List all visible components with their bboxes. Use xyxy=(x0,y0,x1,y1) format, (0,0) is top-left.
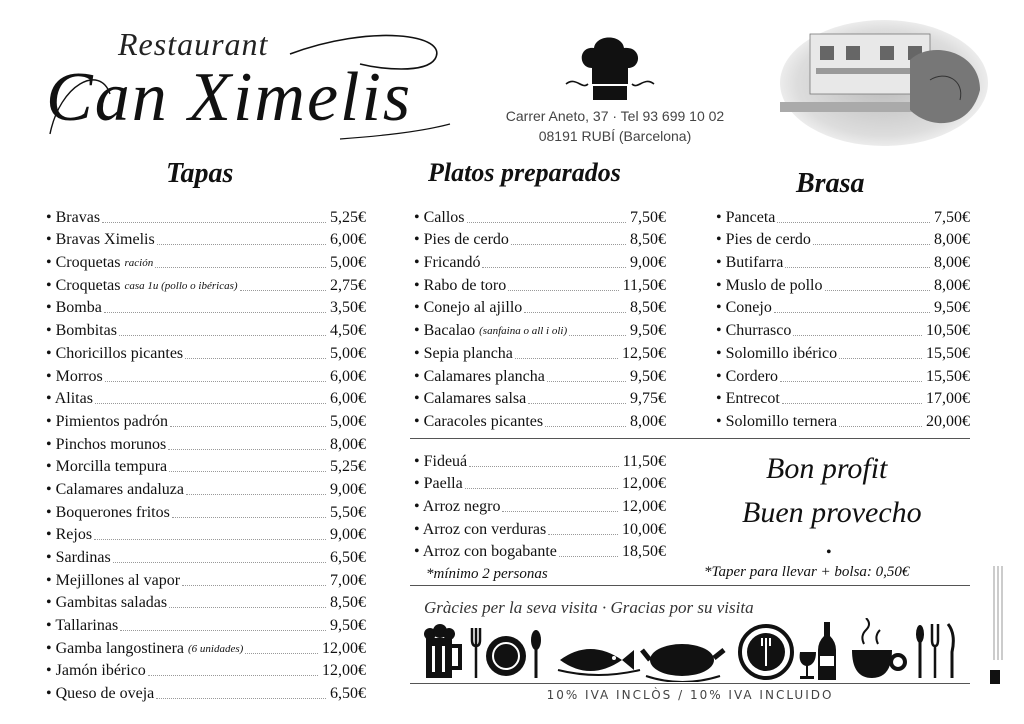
tapas-item xyxy=(46,680,366,703)
item-price: 15,50€ xyxy=(926,367,970,385)
leader-dots xyxy=(547,381,626,382)
item-price: 4,50€ xyxy=(330,322,366,340)
leader-dots xyxy=(157,244,326,245)
tapas-item xyxy=(46,612,366,635)
item-name: • Pies de cerdo xyxy=(716,231,811,249)
section-title-tapas: Tapas xyxy=(166,158,234,189)
item-price: 7,00€ xyxy=(330,571,366,589)
item-price: 18,50€ xyxy=(622,543,666,561)
platos-item xyxy=(414,249,666,272)
leader-dots xyxy=(465,488,618,489)
arroces-item xyxy=(414,493,666,516)
item-price: 9,50€ xyxy=(630,322,666,340)
tapas-item xyxy=(46,522,366,545)
coffee-cup-icon xyxy=(852,618,905,678)
tapas-item xyxy=(46,567,366,590)
item-name: • Boquerones fritos xyxy=(46,504,170,522)
leader-dots xyxy=(186,494,326,495)
leader-dots xyxy=(780,381,922,382)
leader-dots xyxy=(105,381,326,382)
item-price: 8,00€ xyxy=(330,435,366,453)
item-name: • Rejos xyxy=(46,526,92,544)
leader-dots xyxy=(182,585,326,586)
item-price: 2,75€ xyxy=(330,276,366,294)
item-name: • Calamares plancha xyxy=(414,368,545,386)
item-name: • Arroz con bogabante xyxy=(414,543,557,561)
tapas-item xyxy=(46,476,366,499)
platos-item xyxy=(414,227,666,250)
item-name: • Panceta xyxy=(716,209,775,227)
tapas-item xyxy=(46,408,366,431)
brasa-item xyxy=(716,227,970,250)
item-name: • Sardinas xyxy=(46,549,111,567)
item-name: • Pies de cerdo xyxy=(414,231,509,249)
leader-dots xyxy=(185,358,326,359)
item-price: 5,50€ xyxy=(330,503,366,521)
brasa-item xyxy=(716,317,970,340)
item-name: • Conejo xyxy=(716,299,772,317)
leader-dots xyxy=(502,511,618,512)
leader-dots xyxy=(524,312,626,313)
divider xyxy=(410,585,970,586)
platos-item xyxy=(414,204,666,227)
leader-dots xyxy=(94,539,326,540)
platos-item xyxy=(414,408,666,431)
item-name: • Calamares salsa xyxy=(414,390,526,408)
tapas-item xyxy=(46,658,366,681)
item-name: • Sepia plancha xyxy=(414,345,513,363)
leader-dots xyxy=(839,426,922,427)
leader-dots xyxy=(104,312,326,313)
platos-item xyxy=(414,386,666,409)
item-note: ración xyxy=(124,257,154,270)
platos-item xyxy=(414,272,666,295)
plate-fork-icon xyxy=(740,626,792,678)
item-price: 15,50€ xyxy=(926,344,970,362)
item-name: • Entrecot xyxy=(716,390,780,408)
item-name: • Gamba langostinera xyxy=(46,640,184,658)
brasa-item xyxy=(716,386,970,409)
item-price: 9,00€ xyxy=(330,526,366,544)
leader-dots xyxy=(467,222,627,223)
taper-note: *Taper para llevar + bolsa: 0,50€ xyxy=(704,564,910,580)
item-name: • Conejo al ajillo xyxy=(414,299,522,317)
item-price: 5,00€ xyxy=(330,412,366,430)
leader-dots xyxy=(545,426,626,427)
item-price: 9,75€ xyxy=(630,390,666,408)
item-name: • Alitas xyxy=(46,390,93,408)
item-price: 17,00€ xyxy=(926,390,970,408)
leader-dots xyxy=(782,403,922,404)
item-name: • Croquetas xyxy=(46,254,120,272)
platos-item xyxy=(414,317,666,340)
leader-dots xyxy=(172,517,326,518)
brasa-item xyxy=(716,204,970,227)
beer-mug-icon xyxy=(424,624,460,678)
leader-dots xyxy=(102,222,326,223)
divider xyxy=(410,438,970,439)
arroces-item xyxy=(414,471,666,494)
item-name: • Mejillones al vapor xyxy=(46,572,180,590)
item-price: 5,00€ xyxy=(330,254,366,272)
tapas-item xyxy=(46,454,366,477)
leader-dots xyxy=(569,335,626,336)
item-name: • Fricandó xyxy=(414,254,480,272)
item-price: 8,00€ xyxy=(934,254,970,272)
tapas-item xyxy=(46,386,366,409)
restaurant-photo xyxy=(780,20,988,146)
item-price: 6,50€ xyxy=(330,549,366,566)
item-price: 7,50€ xyxy=(630,208,666,226)
item-price: 5,00€ xyxy=(330,344,366,362)
leader-dots xyxy=(169,607,326,608)
tapas-item xyxy=(46,249,366,272)
leader-dots xyxy=(559,556,618,557)
brasa-item xyxy=(716,272,970,295)
item-price: 20,00€ xyxy=(926,412,970,430)
roast-chicken-icon xyxy=(642,644,724,682)
platos-item xyxy=(414,340,666,363)
platos-item xyxy=(414,363,666,386)
item-name: • Pimientos padrón xyxy=(46,413,168,431)
tapas-item xyxy=(46,340,366,363)
item-name: • Butifarra xyxy=(716,254,783,272)
leader-dots xyxy=(113,562,326,563)
leader-dots xyxy=(120,630,326,631)
item-price: 9,50€ xyxy=(330,617,366,635)
fish-icon xyxy=(558,649,640,675)
chef-hat-logo-icon xyxy=(560,28,660,108)
item-name: • Cordero xyxy=(716,368,778,386)
vertical-credit-decoration xyxy=(986,560,1010,700)
item-name: • Arroz negro xyxy=(414,498,500,516)
platos-list xyxy=(414,204,666,431)
item-name: • Solomillo ibérico xyxy=(716,345,837,363)
item-name: • Solomillo ternera xyxy=(716,413,837,431)
minimo-note: *mínimo 2 personas xyxy=(426,566,548,582)
item-price: 8,50€ xyxy=(330,594,366,612)
brasa-list xyxy=(716,204,970,431)
platos-item xyxy=(414,295,666,318)
leader-dots xyxy=(95,403,326,404)
leader-dots xyxy=(813,244,930,245)
brasa-item xyxy=(716,408,970,431)
leader-dots xyxy=(168,449,326,450)
bon-profit-text: Bon profit xyxy=(766,452,888,485)
item-price: 5,25€ xyxy=(330,458,366,476)
item-name: • Bravas Ximelis xyxy=(46,231,155,249)
tapas-item xyxy=(46,317,366,340)
tapas-item xyxy=(46,204,366,227)
bullet-dot: • xyxy=(826,544,832,561)
item-price: 12,00€ xyxy=(322,639,366,657)
brasa-item xyxy=(716,249,970,272)
item-name: • Jamón ibérico xyxy=(46,662,146,680)
item-note: (sanfaina o all i oli) xyxy=(479,325,568,338)
item-name: • Paella xyxy=(414,475,463,493)
leader-dots xyxy=(528,403,626,404)
leader-dots xyxy=(508,290,618,291)
item-price: 9,00€ xyxy=(630,254,666,272)
leader-dots xyxy=(515,358,618,359)
item-price: 8,00€ xyxy=(630,412,666,430)
leader-dots xyxy=(482,267,626,268)
item-price: 3,50€ xyxy=(330,299,366,317)
leader-dots xyxy=(169,471,326,472)
food-icons-row xyxy=(420,618,960,682)
tapas-item xyxy=(46,635,366,658)
brasa-item xyxy=(716,340,970,363)
leader-dots xyxy=(240,290,326,291)
arroces-item xyxy=(414,448,666,471)
item-price: 9,50€ xyxy=(630,367,666,385)
item-price: 9,00€ xyxy=(330,480,366,498)
arroces-list xyxy=(414,448,666,561)
section-title-platos: Platos preparados xyxy=(428,158,621,187)
item-name: • Calamares andaluza xyxy=(46,481,184,499)
item-name: • Fideuá xyxy=(414,453,467,471)
item-name: • Callos xyxy=(414,209,465,227)
wine-bottle-glass-icon xyxy=(800,622,836,680)
tapas-item xyxy=(46,544,366,567)
item-price: 7,50€ xyxy=(934,208,970,226)
leader-dots xyxy=(148,675,318,676)
iva-note: 10% IVA INCLÒS / 10% IVA INCLUIDO xyxy=(546,688,834,702)
item-name: • Croquetas xyxy=(46,277,120,295)
item-price: 8,50€ xyxy=(630,231,666,249)
leader-dots xyxy=(785,267,930,268)
item-name: • Bombitas xyxy=(46,322,117,340)
leader-dots xyxy=(774,312,930,313)
tapas-item xyxy=(46,295,366,318)
item-name: • Queso de oveja xyxy=(46,685,154,703)
address-line-city: 08191 RUBÍ (Barcelona) xyxy=(538,128,692,144)
leader-dots xyxy=(156,698,326,699)
item-name: • Rabo de toro xyxy=(414,277,506,295)
item-name: • Pinchos morunos xyxy=(46,436,166,454)
cutlery-icon xyxy=(916,624,953,678)
item-price: 6,00€ xyxy=(330,367,366,385)
tapas-item xyxy=(46,590,366,613)
leader-dots xyxy=(777,222,930,223)
item-price: 6,00€ xyxy=(330,390,366,408)
item-price: 5,25€ xyxy=(330,208,366,226)
item-name: • Tallarinas xyxy=(46,617,118,635)
leader-dots xyxy=(511,244,626,245)
item-name: • Caracoles picantes xyxy=(414,413,543,431)
tapas-item xyxy=(46,227,366,250)
leader-dots xyxy=(793,335,922,336)
item-name: • Bravas xyxy=(46,209,100,227)
brand-subtitle: Restaurant xyxy=(118,26,269,62)
item-name: • Morcilla tempura xyxy=(46,458,167,476)
item-price: 6,00€ xyxy=(330,231,366,249)
arroces-item xyxy=(414,539,666,562)
brand-title: Can Ximelis xyxy=(46,59,413,136)
leader-dots xyxy=(839,358,922,359)
item-name: • Bomba xyxy=(46,299,102,317)
item-note: (6 unidades) xyxy=(188,642,244,655)
tapas-item xyxy=(46,499,366,522)
divider xyxy=(410,683,970,684)
item-price: 12,00€ xyxy=(622,498,666,516)
leader-dots xyxy=(548,534,618,535)
item-name: • Churrasco xyxy=(716,322,791,340)
leader-dots xyxy=(119,335,326,336)
tapas-item xyxy=(46,431,366,454)
item-price: 11,50€ xyxy=(622,452,666,470)
item-note: casa 1u (pollo o ibéricas) xyxy=(124,279,238,292)
item-name: • Bacalao xyxy=(414,322,475,340)
item-price: 8,50€ xyxy=(630,299,666,317)
item-name: • Gambitas saladas xyxy=(46,594,167,612)
item-name: • Choricillos picantes xyxy=(46,345,183,363)
fork-plate-spoon-icon xyxy=(472,628,541,678)
thanks-text: Gràcies per la seva visita · Gracias por su visita xyxy=(424,598,754,617)
item-price: 11,50€ xyxy=(622,276,666,294)
item-price: 10,00€ xyxy=(622,520,666,538)
leader-dots xyxy=(245,653,318,654)
section-title-brasa: Brasa xyxy=(796,168,865,199)
leader-dots xyxy=(155,267,326,268)
leader-dots xyxy=(825,290,931,291)
leader-dots xyxy=(170,426,326,427)
item-name: • Muslo de pollo xyxy=(716,277,823,295)
item-price: 8,00€ xyxy=(934,231,970,249)
item-price: 12,00€ xyxy=(322,662,366,680)
item-name: • Morros xyxy=(46,368,103,386)
buen-provecho-text: Buen provecho xyxy=(742,496,922,529)
leader-dots xyxy=(469,466,618,467)
item-price: 12,00€ xyxy=(622,475,666,493)
brasa-item xyxy=(716,295,970,318)
item-price: 8,00€ xyxy=(934,276,970,294)
address-line-street: Carrer Aneto, 37 · Tel 93 699 10 02 xyxy=(505,108,725,124)
brasa-item xyxy=(716,363,970,386)
arroces-item xyxy=(414,516,666,539)
tapas-item xyxy=(46,363,366,386)
tapas-item xyxy=(46,272,366,295)
item-price: 9,50€ xyxy=(934,299,970,317)
item-price: 12,50€ xyxy=(622,344,666,362)
item-price: 6,50€ xyxy=(330,685,366,703)
item-name: • Arroz con verduras xyxy=(414,521,546,539)
tapas-list xyxy=(46,204,366,703)
item-price: 10,50€ xyxy=(926,322,970,340)
